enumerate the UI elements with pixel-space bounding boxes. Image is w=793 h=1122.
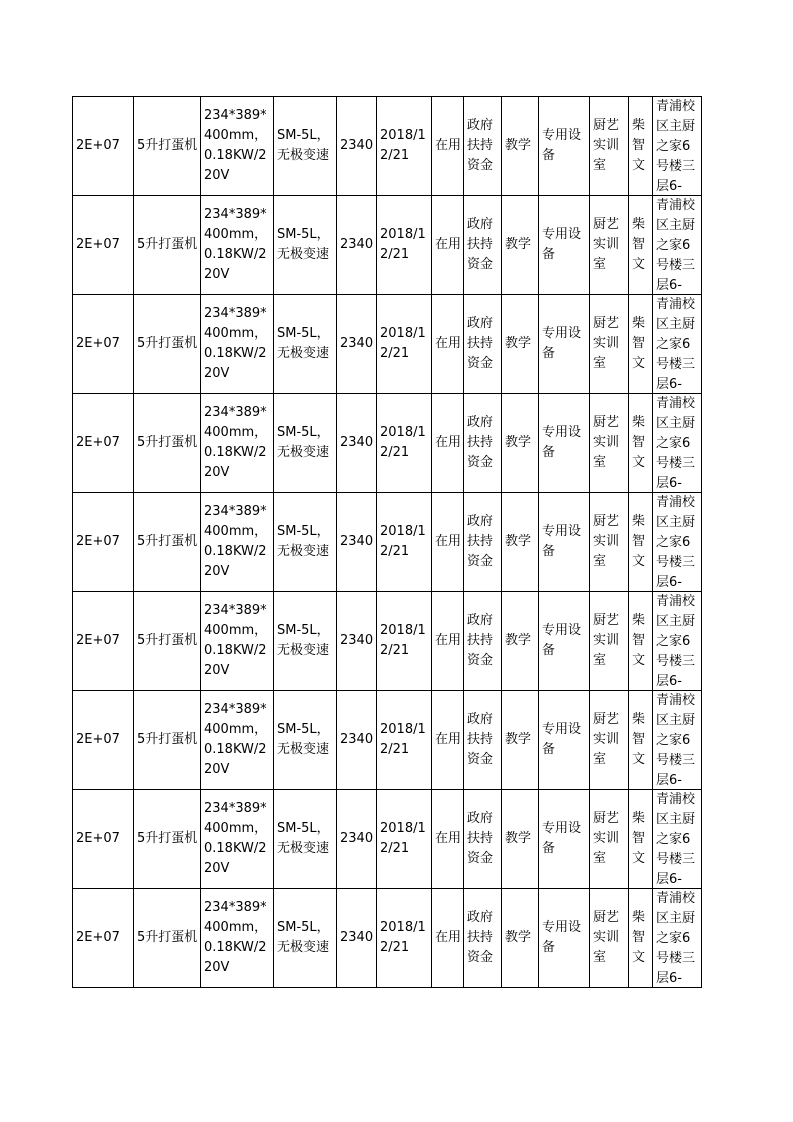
table-row (73, 196, 702, 295)
usage-status-cell (432, 691, 464, 790)
asset-number-cell-text: 2E+07 (76, 534, 120, 549)
department-cell-text: 厨艺实训室 (593, 811, 620, 866)
equipment-name-cell (134, 394, 201, 493)
equipment-name-cell-text: 5升打蛋机 (137, 930, 198, 945)
equipment-name-cell-text: 5升打蛋机 (137, 831, 198, 846)
price-cell (337, 196, 377, 295)
funding-source-cell (464, 889, 502, 988)
equipment-name-cell-text: 5升打蛋机 (137, 633, 198, 648)
location-cell-text: 青浦校区主厨之家6号楼三层6- (656, 297, 696, 392)
acquisition-date-cell (377, 493, 432, 592)
table-row (73, 592, 702, 691)
location-cell (653, 97, 702, 196)
usage-status-cell-text: 在用 (435, 138, 462, 153)
category-cell-text: 专用设备 (542, 623, 582, 658)
funding-source-cell (464, 493, 502, 592)
department-cell-text: 厨艺实训室 (593, 613, 620, 668)
model-cell (274, 196, 337, 295)
acquisition-date-cell-text: 2018/12/21 (380, 623, 426, 658)
purpose-cell (502, 889, 539, 988)
usage-status-cell (432, 394, 464, 493)
funding-source-cell (464, 295, 502, 394)
acquisition-date-cell (377, 889, 432, 988)
equipment-name-cell-text: 5升打蛋机 (137, 237, 198, 252)
location-cell (653, 790, 702, 889)
funding-source-cell-text: 政府扶持资金 (467, 712, 494, 767)
department-cell (590, 97, 629, 196)
price-cell-text: 2340 (340, 138, 374, 153)
funding-source-cell-text: 政府扶持资金 (467, 415, 494, 470)
table-row (73, 790, 702, 889)
category-cell (539, 592, 590, 691)
equipment-name-cell (134, 493, 201, 592)
asset-number-cell-text: 2E+07 (76, 930, 120, 945)
purpose-cell (502, 394, 539, 493)
acquisition-date-cell (377, 97, 432, 196)
custodian-cell (629, 691, 653, 790)
equipment-name-cell (134, 196, 201, 295)
asset-number-cell-text: 2E+07 (76, 237, 120, 252)
specification-cell (201, 295, 274, 394)
specification-cell-text: 234*389*400mm，0.18KW/220V (204, 702, 268, 777)
specification-cell (201, 592, 274, 691)
specification-cell (201, 790, 274, 889)
department-cell (590, 790, 629, 889)
location-cell (653, 493, 702, 592)
asset-number-cell-text: 2E+07 (76, 633, 120, 648)
department-cell-text: 厨艺实训室 (593, 217, 620, 272)
specification-cell (201, 97, 274, 196)
department-cell (590, 592, 629, 691)
price-cell-text: 2340 (340, 732, 374, 747)
model-cell-text: SM-5L，无极变速 (277, 128, 330, 163)
table-row (73, 295, 702, 394)
funding-source-cell-text: 政府扶持资金 (467, 217, 494, 272)
funding-source-cell (464, 97, 502, 196)
asset-number-cell (73, 97, 134, 196)
custodian-cell-text: 柴智文 (632, 316, 646, 371)
department-cell-text: 厨艺实训室 (593, 118, 620, 173)
category-cell (539, 691, 590, 790)
acquisition-date-cell-text: 2018/12/21 (380, 227, 426, 262)
purpose-cell (502, 493, 539, 592)
acquisition-date-cell (377, 790, 432, 889)
custodian-cell-text: 柴智文 (632, 910, 646, 965)
custodian-cell (629, 493, 653, 592)
asset-number-cell-text: 2E+07 (76, 732, 120, 747)
location-cell (653, 295, 702, 394)
category-cell (539, 493, 590, 592)
model-cell-text: SM-5L，无极变速 (277, 821, 330, 856)
custodian-cell (629, 790, 653, 889)
category-cell (539, 196, 590, 295)
specification-cell (201, 691, 274, 790)
usage-status-cell-text: 在用 (435, 930, 462, 945)
location-cell (653, 196, 702, 295)
table-row (73, 97, 702, 196)
equipment-name-cell (134, 790, 201, 889)
model-cell (274, 889, 337, 988)
model-cell (274, 592, 337, 691)
specification-cell-text: 234*389*400mm，0.18KW/220V (204, 504, 268, 579)
category-cell-text: 专用设备 (542, 425, 582, 460)
usage-status-cell (432, 889, 464, 988)
usage-status-cell (432, 790, 464, 889)
purpose-cell-text: 教学 (505, 732, 532, 747)
equipment-name-cell-text: 5升打蛋机 (137, 336, 198, 351)
category-cell-text: 专用设备 (542, 227, 582, 262)
asset-number-cell-text: 2E+07 (76, 435, 120, 450)
price-cell (337, 889, 377, 988)
acquisition-date-cell-text: 2018/12/21 (380, 128, 426, 163)
department-cell (590, 493, 629, 592)
usage-status-cell-text: 在用 (435, 336, 462, 351)
department-cell-text: 厨艺实训室 (593, 415, 620, 470)
asset-table (72, 96, 702, 988)
price-cell-text: 2340 (340, 633, 374, 648)
funding-source-cell (464, 790, 502, 889)
acquisition-date-cell (377, 295, 432, 394)
price-cell-text: 2340 (340, 336, 374, 351)
department-cell (590, 691, 629, 790)
purpose-cell (502, 691, 539, 790)
purpose-cell-text: 教学 (505, 633, 532, 648)
price-cell (337, 295, 377, 394)
custodian-cell-text: 柴智文 (632, 118, 646, 173)
usage-status-cell-text: 在用 (435, 237, 462, 252)
purpose-cell (502, 592, 539, 691)
usage-status-cell-text: 在用 (435, 732, 462, 747)
purpose-cell-text: 教学 (505, 930, 532, 945)
asset-number-cell (73, 295, 134, 394)
department-cell-text: 厨艺实训室 (593, 514, 620, 569)
price-cell (337, 97, 377, 196)
location-cell-text: 青浦校区主厨之家6号楼三层6- (656, 693, 696, 788)
location-cell (653, 889, 702, 988)
equipment-name-cell (134, 889, 201, 988)
equipment-name-cell (134, 295, 201, 394)
acquisition-date-cell-text: 2018/12/21 (380, 425, 426, 460)
specification-cell (201, 889, 274, 988)
asset-number-cell-text: 2E+07 (76, 138, 120, 153)
usage-status-cell (432, 97, 464, 196)
asset-table-body (73, 97, 702, 988)
department-cell (590, 196, 629, 295)
location-cell-text: 青浦校区主厨之家6号楼三层6- (656, 594, 696, 689)
equipment-name-cell (134, 592, 201, 691)
department-cell-text: 厨艺实训室 (593, 712, 620, 767)
purpose-cell (502, 295, 539, 394)
equipment-name-cell-text: 5升打蛋机 (137, 732, 198, 747)
usage-status-cell-text: 在用 (435, 831, 462, 846)
usage-status-cell-text: 在用 (435, 534, 462, 549)
price-cell-text: 2340 (340, 435, 374, 450)
location-cell-text: 青浦校区主厨之家6号楼三层6- (656, 891, 696, 986)
price-cell (337, 691, 377, 790)
equipment-name-cell-text: 5升打蛋机 (137, 138, 198, 153)
model-cell (274, 295, 337, 394)
usage-status-cell (432, 592, 464, 691)
model-cell-text: SM-5L，无极变速 (277, 425, 330, 460)
department-cell (590, 394, 629, 493)
funding-source-cell-text: 政府扶持资金 (467, 316, 494, 371)
asset-number-cell (73, 196, 134, 295)
purpose-cell-text: 教学 (505, 534, 532, 549)
department-cell (590, 889, 629, 988)
usage-status-cell-text: 在用 (435, 435, 462, 450)
asset-number-cell-text: 2E+07 (76, 831, 120, 846)
usage-status-cell (432, 295, 464, 394)
usage-status-cell (432, 196, 464, 295)
acquisition-date-cell-text: 2018/12/21 (380, 821, 426, 856)
acquisition-date-cell (377, 394, 432, 493)
asset-number-cell-text: 2E+07 (76, 336, 120, 351)
custodian-cell (629, 97, 653, 196)
category-cell-text: 专用设备 (542, 128, 582, 163)
funding-source-cell-text: 政府扶持资金 (467, 811, 494, 866)
purpose-cell-text: 教学 (505, 435, 532, 450)
specification-cell-text: 234*389*400mm，0.18KW/220V (204, 801, 268, 876)
specification-cell-text: 234*389*400mm，0.18KW/220V (204, 306, 268, 381)
equipment-name-cell (134, 691, 201, 790)
acquisition-date-cell (377, 691, 432, 790)
specification-cell (201, 394, 274, 493)
specification-cell (201, 196, 274, 295)
model-cell (274, 493, 337, 592)
custodian-cell-text: 柴智文 (632, 217, 646, 272)
model-cell (274, 790, 337, 889)
specification-cell-text: 234*389*400mm，0.18KW/220V (204, 900, 268, 975)
location-cell (653, 592, 702, 691)
usage-status-cell (432, 493, 464, 592)
custodian-cell-text: 柴智文 (632, 415, 646, 470)
location-cell-text: 青浦校区主厨之家6号楼三层6- (656, 792, 696, 887)
usage-status-cell-text: 在用 (435, 633, 462, 648)
location-cell-text: 青浦校区主厨之家6号楼三层6- (656, 396, 696, 491)
model-cell-text: SM-5L，无极变速 (277, 326, 330, 361)
custodian-cell (629, 889, 653, 988)
price-cell (337, 493, 377, 592)
category-cell-text: 专用设备 (542, 722, 582, 757)
purpose-cell-text: 教学 (505, 831, 532, 846)
price-cell-text: 2340 (340, 930, 374, 945)
custodian-cell-text: 柴智文 (632, 811, 646, 866)
funding-source-cell (464, 196, 502, 295)
price-cell-text: 2340 (340, 831, 374, 846)
funding-source-cell (464, 394, 502, 493)
purpose-cell (502, 97, 539, 196)
category-cell-text: 专用设备 (542, 821, 582, 856)
location-cell (653, 394, 702, 493)
price-cell (337, 592, 377, 691)
location-cell-text: 青浦校区主厨之家6号楼三层6- (656, 99, 696, 194)
purpose-cell-text: 教学 (505, 336, 532, 351)
equipment-name-cell-text: 5升打蛋机 (137, 534, 198, 549)
department-cell-text: 厨艺实训室 (593, 316, 620, 371)
funding-source-cell (464, 691, 502, 790)
model-cell-text: SM-5L，无极变速 (277, 722, 330, 757)
purpose-cell-text: 教学 (505, 237, 532, 252)
category-cell-text: 专用设备 (542, 524, 582, 559)
price-cell (337, 394, 377, 493)
location-cell-text: 青浦校区主厨之家6号楼三层6- (656, 198, 696, 293)
table-row (73, 691, 702, 790)
table-row (73, 394, 702, 493)
acquisition-date-cell (377, 592, 432, 691)
model-cell-text: SM-5L，无极变速 (277, 227, 330, 262)
purpose-cell (502, 790, 539, 889)
funding-source-cell-text: 政府扶持资金 (467, 118, 494, 173)
category-cell (539, 790, 590, 889)
price-cell (337, 790, 377, 889)
table-row (73, 493, 702, 592)
acquisition-date-cell-text: 2018/12/21 (380, 326, 426, 361)
specification-cell-text: 234*389*400mm，0.18KW/220V (204, 108, 268, 183)
custodian-cell-text: 柴智文 (632, 514, 646, 569)
location-cell (653, 691, 702, 790)
purpose-cell (502, 196, 539, 295)
category-cell (539, 889, 590, 988)
model-cell (274, 97, 337, 196)
acquisition-date-cell-text: 2018/12/21 (380, 722, 426, 757)
asset-number-cell (73, 493, 134, 592)
category-cell-text: 专用设备 (542, 920, 582, 955)
model-cell-text: SM-5L，无极变速 (277, 920, 330, 955)
funding-source-cell-text: 政府扶持资金 (467, 613, 494, 668)
model-cell-text: SM-5L，无极变速 (277, 623, 330, 658)
asset-number-cell (73, 790, 134, 889)
acquisition-date-cell-text: 2018/12/21 (380, 524, 426, 559)
category-cell-text: 专用设备 (542, 326, 582, 361)
equipment-name-cell (134, 97, 201, 196)
custodian-cell-text: 柴智文 (632, 613, 646, 668)
department-cell-text: 厨艺实训室 (593, 910, 620, 965)
location-cell-text: 青浦校区主厨之家6号楼三层6- (656, 495, 696, 590)
price-cell-text: 2340 (340, 237, 374, 252)
custodian-cell (629, 394, 653, 493)
model-cell-text: SM-5L，无极变速 (277, 524, 330, 559)
category-cell (539, 295, 590, 394)
acquisition-date-cell-text: 2018/12/21 (380, 920, 426, 955)
purpose-cell-text: 教学 (505, 138, 532, 153)
table-row (73, 889, 702, 988)
model-cell (274, 691, 337, 790)
asset-number-cell (73, 889, 134, 988)
equipment-name-cell-text: 5升打蛋机 (137, 435, 198, 450)
funding-source-cell-text: 政府扶持资金 (467, 514, 494, 569)
asset-number-cell (73, 592, 134, 691)
asset-number-cell (73, 691, 134, 790)
asset-number-cell (73, 394, 134, 493)
acquisition-date-cell (377, 196, 432, 295)
department-cell (590, 295, 629, 394)
category-cell (539, 97, 590, 196)
category-cell (539, 394, 590, 493)
custodian-cell (629, 196, 653, 295)
funding-source-cell (464, 592, 502, 691)
price-cell-text: 2340 (340, 534, 374, 549)
custodian-cell (629, 592, 653, 691)
model-cell (274, 394, 337, 493)
specification-cell-text: 234*389*400mm，0.18KW/220V (204, 207, 268, 282)
specification-cell-text: 234*389*400mm，0.18KW/220V (204, 603, 268, 678)
funding-source-cell-text: 政府扶持资金 (467, 910, 494, 965)
custodian-cell (629, 295, 653, 394)
specification-cell-text: 234*389*400mm，0.18KW/220V (204, 405, 268, 480)
specification-cell (201, 493, 274, 592)
custodian-cell-text: 柴智文 (632, 712, 646, 767)
